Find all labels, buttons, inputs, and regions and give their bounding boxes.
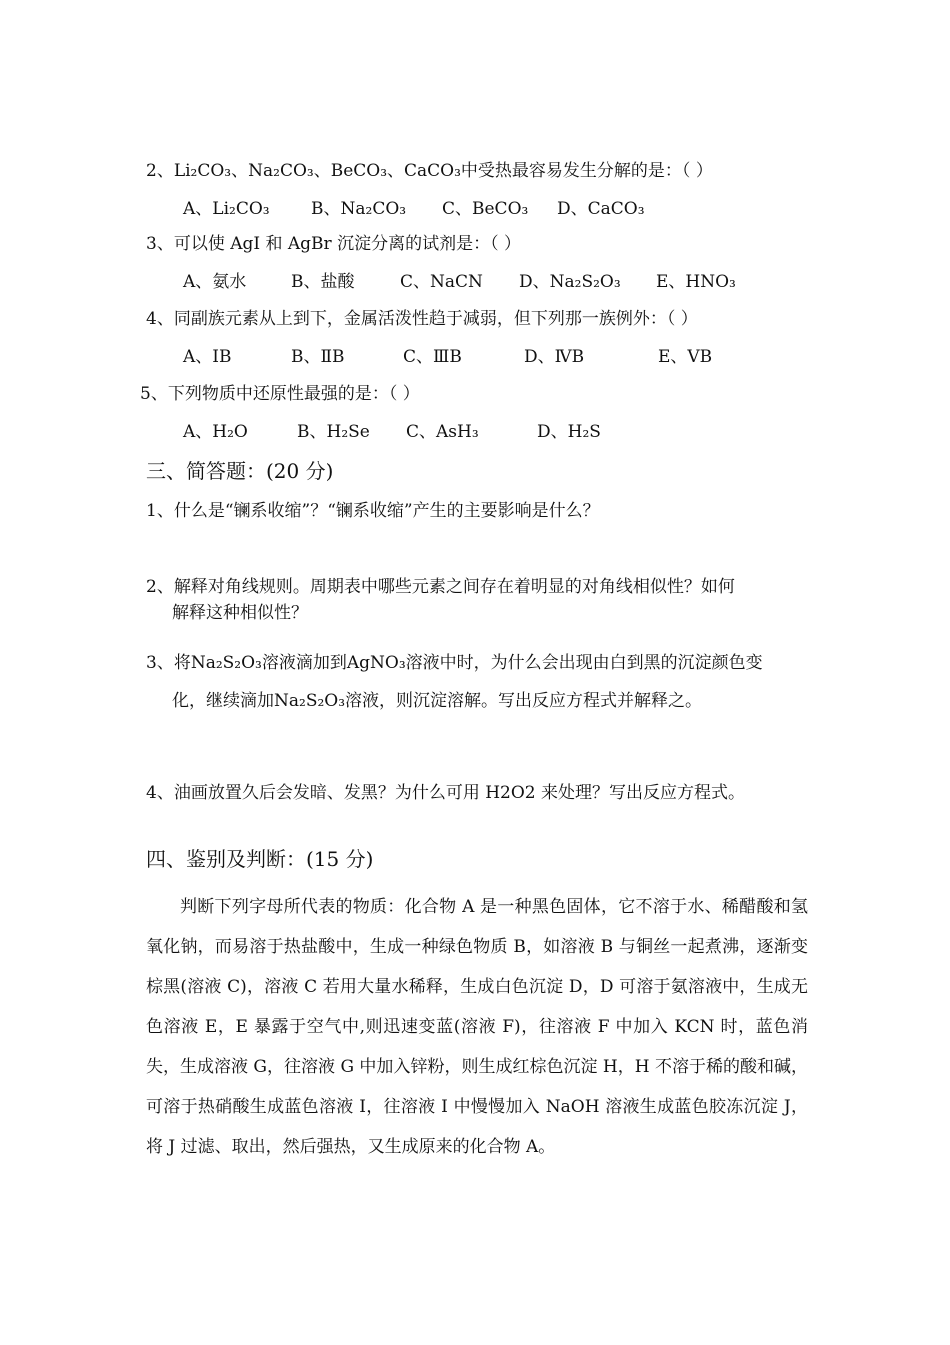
short-answer-2-line-2: 解释这种相似性？ (172, 603, 308, 623)
question-3-option-a: A、氨水 (183, 272, 247, 292)
question-3-option-d: D、Na₂S₂O₃ (519, 272, 621, 292)
question-5-option-c: C、AsH₃ (406, 422, 479, 442)
question-2-option-d: D、CaCO₃ (557, 199, 645, 219)
section-3-heading: 三、简答题：(20 分) (146, 459, 334, 483)
question-5-option-a: A、H₂O (183, 422, 248, 442)
question-2-stem: 2、Li₂CO₃、Na₂CO₃、BeCO₃、CaCO₃中受热最容易发生分解的是：（ ） (146, 161, 713, 181)
question-3-options (183, 271, 783, 295)
question-5-options (183, 421, 683, 445)
short-answer-4: 4、油画放置久后会发暗、发黑？为什么可用 H2O2 来处理？写出反应方程式。 (146, 783, 746, 803)
question-4-stem: 4、同副族元素从上到下，金属活泼性趋于减弱，但下列那一族例外：（ ） (146, 309, 698, 329)
question-4-option-b: B、ⅡB (291, 347, 345, 367)
question-2-option-c: C、BeCO₃ (442, 199, 529, 219)
identification-paragraph: 判断下列字母所代表的物质：化合物 A 是一种黑色固体，它不溶于水、稀醋酸和氢氧化钠，而易溶于热盐酸中，生成一种绿色物质 B，如溶液 B 与铜丝一起煮沸，逐渐变棕黑(溶液 C)，溶液 C 若用大量水稀释，生成白色沉淀 D，D 可溶于氨溶液中，生成无色溶液 E，E 暴露于空气中,则迅速变蓝(溶液 F)，往溶液 F 中加入 KCN 时，蓝色消失，生成溶液 G，往溶液 G 中加入锌粉，则生成红棕色沉淀 H，H 不溶于稀的酸和碱，可溶于热硝酸生成蓝色溶液 I，往溶液 I 中慢慢加入 NaOH 溶液生成蓝色胶冻沉淀 J，将 J 过滤、取出，然后强热，又生成原来的化合物 A。 (146, 897, 808, 1157)
question-4-options (183, 346, 783, 370)
section-4-heading: 四、鉴别及判断：(15 分) (146, 847, 374, 871)
question-2-option-b: B、Na₂CO₃ (311, 199, 407, 219)
question-3-stem: 3、可以使 AgI 和 AgBr 沉淀分离的试剂是：（ ） (146, 234, 521, 254)
question-4-option-c: C、ⅢB (403, 347, 462, 367)
question-4-option-a: A、IB (183, 347, 232, 367)
question-5-option-b: B、H₂Se (297, 422, 370, 442)
question-4-option-d: D、ⅣB (524, 347, 585, 367)
question-4-option-e: E、ⅤB (658, 347, 713, 367)
short-answer-1: 1、什么是“镧系收缩”？“镧系收缩”产生的主要影响是什么？ (146, 501, 600, 521)
short-answer-3-line-1: 3、将Na₂S₂O₃溶液滴加到AgNO₃溶液中时，为什么会出现由白到黑的沉淀颜色变 (146, 653, 763, 673)
question-5-stem: 5、下列物质中还原性最强的是：（ ） (140, 384, 420, 404)
question-5-option-d: D、H₂S (537, 422, 601, 442)
short-answer-2-line-1: 2、解释对角线规则。周期表中哪些元素之间存在着明显的对角线相似性？如何 (146, 577, 735, 597)
question-3-option-b: B、盐酸 (291, 272, 355, 292)
short-answer-3-line-2: 化，继续滴加Na₂S₂O₃溶液，则沉淀溶解。写出反应方程式并解释之。 (172, 691, 703, 711)
question-2-options (183, 198, 683, 222)
question-3-option-c: C、NaCN (400, 272, 483, 292)
question-3-option-e: E、HNO₃ (656, 272, 736, 292)
question-2-option-a: A、Li₂CO₃ (183, 199, 270, 219)
